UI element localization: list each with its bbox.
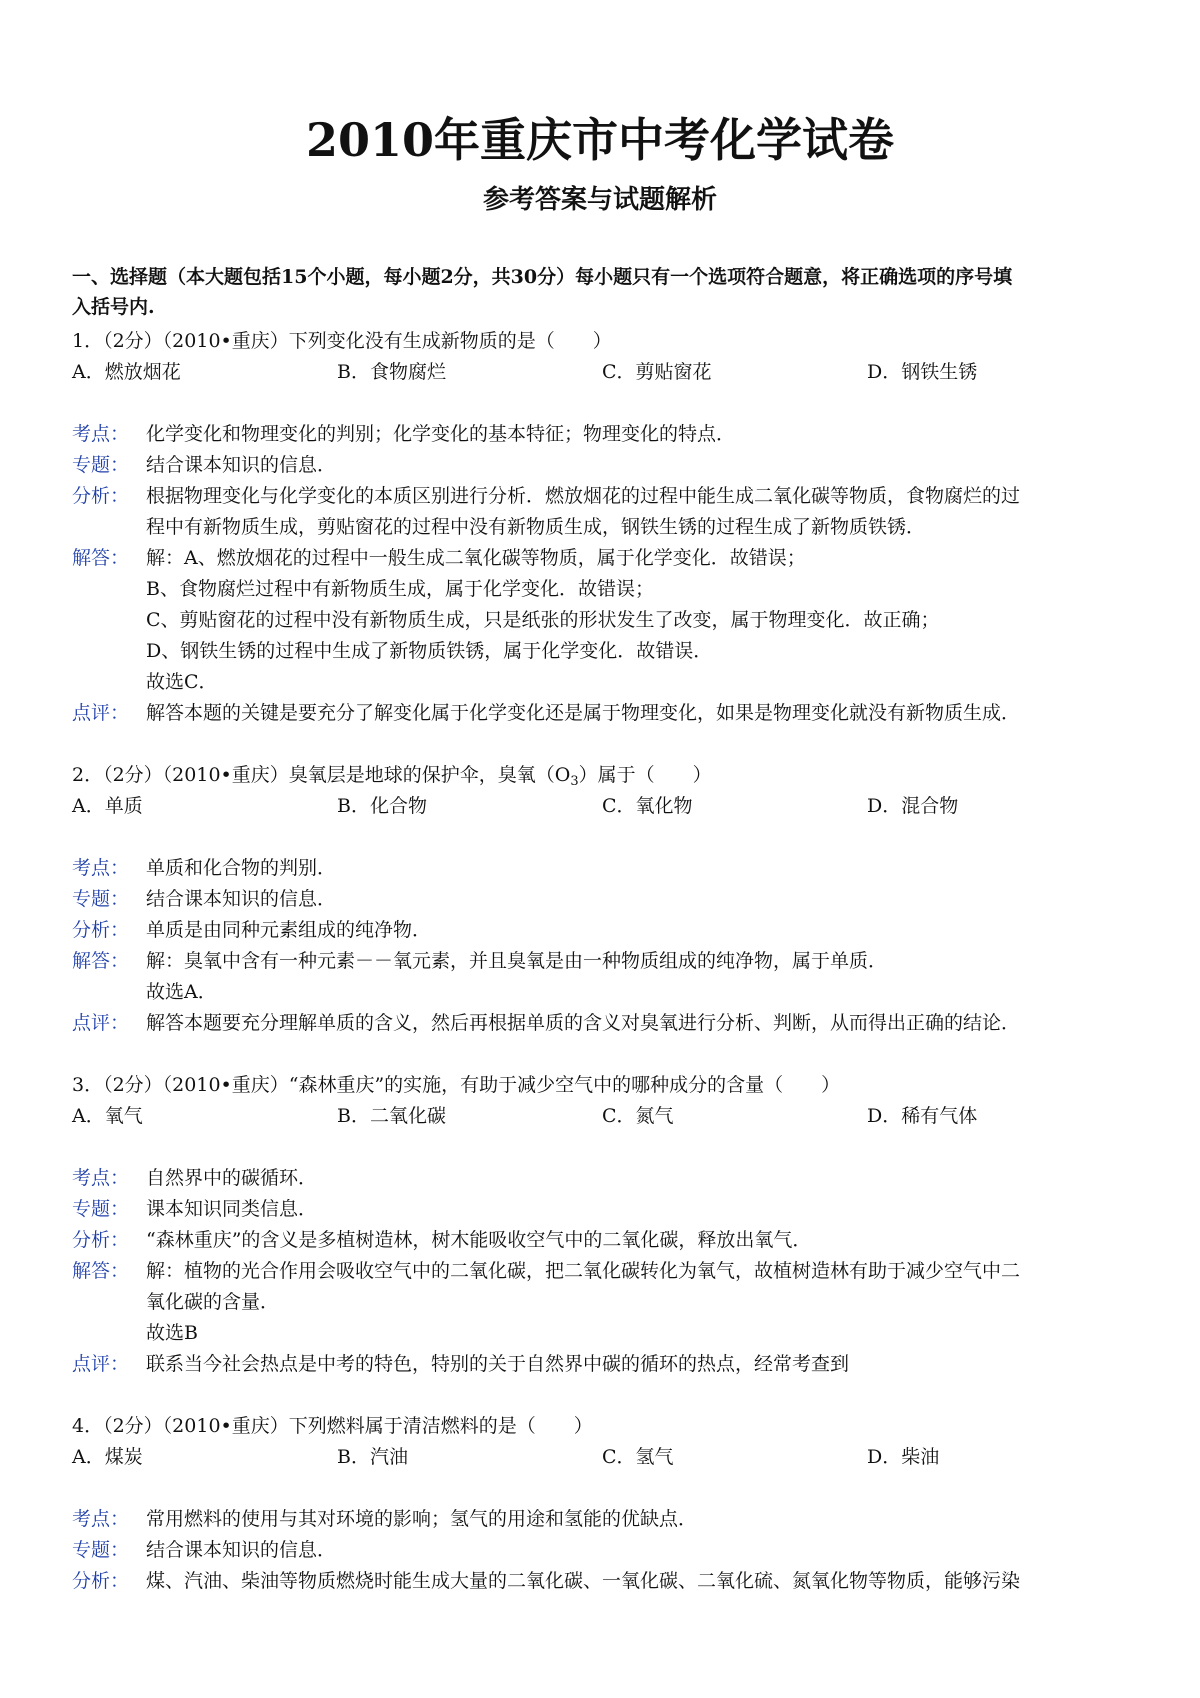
dianping-label: 点评： [72,1012,130,1034]
page-subtitle: 参考答案与试题解析 [482,185,717,215]
kaodian-text: 自然界中的碳循环． [146,1167,318,1189]
question-1 [72,326,1132,760]
section-heading-line-1: 一、选择题（本大题包括15个小题，每小题2分，共30分）每小题只有一个选项符合题意，将正确选项的序号填 [72,266,1013,288]
kaodian-row [72,853,1132,884]
zhuanti-text: 课本知识同类信息． [146,1198,318,1220]
fenxi-row [72,915,1132,946]
jieda-row [72,946,1132,1008]
kaodian-row [72,1163,1132,1194]
question-options [72,1442,1132,1473]
fenxi-text: 根据物理变化与化学变化的本质区别进行分析．燃放烟花的过程中能生成二氧化碳等物质，食物腐烂的过 [146,485,1021,507]
fenxi-row [72,1225,1132,1256]
jieda-row [72,1256,1132,1349]
dianping-row [72,698,1132,729]
zhuanti-text: 结合课本知识的信息． [146,888,337,910]
kaodian-text: 化学变化和物理变化的判别；化学变化的基本特征；物理变化的特点． [146,423,736,445]
option-c: C．剪贴窗花 [602,361,712,383]
fenxi-label: 分析： [72,919,130,941]
dianping-label: 点评： [72,702,130,724]
page-title: 2010年重庆市中考化学试卷 [305,113,895,167]
question-options [72,357,1132,388]
zhuanti-row [72,1194,1132,1225]
option-b: B．二氧化碳 [337,1105,446,1127]
question-stem: 4．（2分）（2010•重庆）下列燃料属于清洁燃料的是（ ） [72,1415,593,1437]
jieda-label: 解答： [72,1260,130,1282]
zhuanti-label: 专题： [72,1539,130,1561]
jieda-text: 故选C． [146,671,218,693]
dianping-text: 联系当今社会热点是中考的特色，特别的关于自然界中碳的循环的热点，经常考查到 [146,1353,850,1375]
question-options [72,1101,1132,1132]
zhuanti-row [72,1535,1132,1566]
dianping-text: 解答本题要充分理解单质的含义，然后再根据单质的含义对臭氧进行分析、判断，从而得出正确的结论． [146,1012,1021,1034]
zhuanti-row [72,884,1132,915]
zhuanti-label: 专题： [72,888,130,910]
fenxi-text: “森林重庆”的含义是多植树造林，树木能吸收空气中的二氧化碳，释放出氧气． [146,1229,812,1251]
dianping-row [72,1349,1132,1380]
kaodian-label: 考点： [72,423,130,445]
jieda-text: C、剪贴窗花的过程中没有新物质生成，只是纸张的形状发生了改变，属于物理变化．故正确； [146,609,940,631]
dianping-label: 点评： [72,1353,130,1375]
question-4 [72,1411,1132,1597]
question-list [72,326,1132,1597]
fenxi-label: 分析： [72,485,130,507]
option-c: C．氢气 [602,1446,674,1468]
zhuanti-row [72,450,1132,481]
fenxi-label: 分析： [72,1229,130,1251]
option-a: A．煤炭 [72,1446,143,1468]
kaodian-label: 考点： [72,1508,130,1530]
kaodian-row [72,419,1132,450]
zhuanti-label: 专题： [72,1198,130,1220]
jieda-text: 解：臭氧中含有一种元素－－氧元素，并且臭氧是由一种物质组成的纯净物，属于单质． [146,950,888,972]
question-stem-part: 2．（2分）（2010•重庆）臭氧层是地球的保护伞，臭氧（O [72,764,571,786]
question-2 [72,760,1132,1070]
kaodian-text: 常用燃料的使用与其对环境的影响；氢气的用途和氢能的优缺点． [146,1508,698,1530]
kaodian-label: 考点： [72,1167,130,1189]
option-a: A．氧气 [72,1105,143,1127]
jieda-text: 解：A、燃放烟花的过程中一般生成二氧化碳等物质，属于化学变化．故错误； [146,547,806,569]
jieda-text: 解：植物的光合作用会吸收空气中的二氧化碳，把二氧化碳转化为氧气，故植树造林有助于减少空气中二 [146,1260,1021,1282]
zhuanti-label: 专题： [72,454,130,476]
option-a: A．单质 [72,795,143,817]
question-3 [72,1070,1132,1411]
fenxi-text: 程中有新物质生成，剪贴窗花的过程中没有新物质生成，钢铁生锈的过程生成了新物质铁锈． [146,516,926,538]
question-stem: 1．（2分）（2010•重庆）下列变化没有生成新物质的是（ ） [72,330,612,352]
jieda-label: 解答： [72,950,130,972]
kaodian-text: 单质和化合物的判别． [146,857,337,879]
jieda-text: 氧化碳的含量． [146,1291,280,1313]
fenxi-text: 单质是由同种元素组成的纯净物． [146,919,432,941]
option-c: C．氮气 [602,1105,674,1127]
option-b: B．食物腐烂 [337,361,446,383]
dianping-text: 解答本题的关键是要充分了解变化属于化学变化还是属于物理变化，如果是物理变化就没有新物质生成． [146,702,1021,724]
question-stem-part: ）属于（ ） [578,764,712,786]
zhuanti-text: 结合课本知识的信息． [146,1539,337,1561]
question-stem: 3．（2分）（2010•重庆）“森林重庆”的实施，有助于减少空气中的哪种成分的含量（ ） [72,1074,841,1096]
option-d: D．柴油 [867,1446,940,1468]
section-heading [72,262,1132,322]
fenxi-row [72,481,1132,543]
option-b: B．化合物 [337,795,427,817]
kaodian-row [72,1504,1132,1535]
option-d: D．钢铁生锈 [867,361,978,383]
jieda-text: 故选A． [146,981,217,1003]
subscript: 3 [570,774,579,789]
option-d: D．稀有气体 [867,1105,978,1127]
option-d: D．混合物 [867,795,959,817]
jieda-text: B、食物腐烂过程中有新物质生成，属于化学变化．故错误； [146,578,654,600]
jieda-text: 故选B [146,1322,198,1344]
fenxi-label: 分析： [72,1570,130,1592]
question-stem [72,760,1132,791]
section-heading-line-2: 入括号内. [72,296,155,318]
jieda-text: D、钢铁生锈的过程中生成了新物质铁锈，属于化学变化．故错误． [146,640,713,662]
jieda-row [72,543,1132,698]
fenxi-row [72,1566,1132,1597]
kaodian-label: 考点： [72,857,130,879]
option-c: C．氧化物 [602,795,693,817]
option-b: B．汽油 [337,1446,408,1468]
jieda-label: 解答： [72,547,130,569]
fenxi-text: 煤、汽油、柴油等物质燃烧时能生成大量的二氧化碳、一氧化碳、二氧化硫、氮氧化物等物质，能够污染 [146,1570,1021,1592]
dianping-row [72,1008,1132,1039]
zhuanti-text: 结合课本知识的信息． [146,454,337,476]
option-a: A．燃放烟花 [72,361,181,383]
question-options [72,791,1132,822]
